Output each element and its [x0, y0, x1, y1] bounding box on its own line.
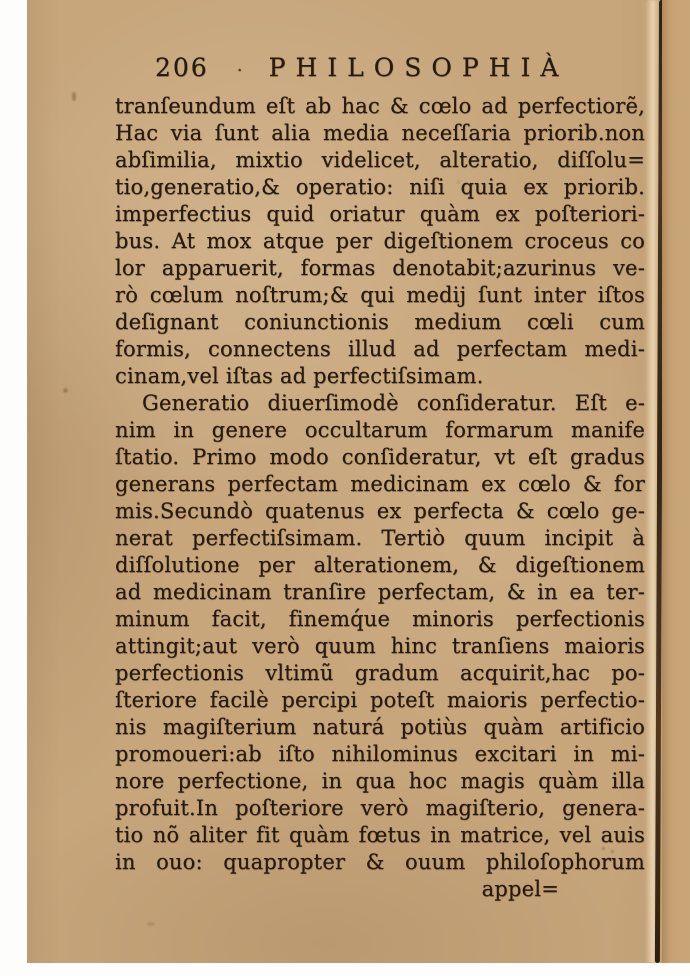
paper-blemish: [63, 388, 68, 393]
header-separator-dot: ·: [236, 60, 243, 81]
text-line: Hac via ſunt alia media neceſſaria priorib.non: [115, 121, 645, 145]
text-line: formis, connectens illud ad perfectam medi-: [115, 337, 645, 361]
paper-blemish: [147, 922, 155, 926]
text-line: minum facit, finemq́ue minoris perfectionis: [115, 607, 645, 631]
text-line: nim in genere occultarum formarum manife: [115, 418, 645, 442]
text-line: tranſeundum eſt ab hac & cœlo ad perfectiorẽ,: [115, 94, 645, 118]
text-line: profuit.In poſteriore verò magiſterio, genera-: [115, 796, 645, 820]
catchword-row: [115, 876, 645, 903]
text-line: bus. At mox atque per digeſtionem croceus co: [115, 229, 645, 253]
text-line: rò cœlum noſtrum;& qui medij ſunt inter iſtos: [115, 283, 645, 307]
text-line: attingit;aut verò quum hinc tranſiens maioris: [115, 634, 645, 658]
text-line: nis magiſterium naturá potiùs quàm artificio: [115, 715, 645, 739]
body-lines: [115, 93, 645, 876]
text-line: tio,generatio,& operatio: niſi quia ex priorib.: [115, 175, 645, 199]
catchword: appel=: [481, 877, 559, 901]
text-line: ſteriore facilè percipi poteſt maioris perfectio-: [115, 688, 645, 712]
text-line: deſignant coniunctionis medium cœli cum: [115, 310, 645, 334]
text-line: perfectionis vltimũ gradum acquirit,hac po-: [115, 661, 645, 685]
text-line: ſtatio. Primo modo conſideratur, vt eſt gradus: [115, 445, 645, 469]
book-page: [27, 0, 690, 963]
text-block: [115, 54, 645, 903]
text-line: mis.Secundò quatenus ex perfecta & cœlo ge-: [115, 499, 645, 523]
text-line: cinam,vel iſtas ad perfectiſsimam.: [115, 364, 484, 388]
page-number: 206: [155, 53, 209, 82]
text-line: lor apparuerit, formas denotabit;azurinus ve-: [115, 256, 645, 280]
paper-blemish: [72, 92, 76, 101]
text-line: Generatio diuerſimodè conſideratur. Eſt e-: [142, 391, 645, 415]
text-line: diſſolutione per alterationem, & digeſtionem: [115, 553, 645, 577]
text-line: tio nõ aliter fit quàm fœtus in matrice, vel auis: [115, 823, 645, 847]
text-line: promoueri:ab iſto nihilominus excitari in mi-: [115, 742, 645, 766]
page-title: PHILOSOPHIÀ: [268, 53, 569, 82]
text-line: imperfectius quid oriatur quàm ex poſteriori-: [115, 202, 645, 226]
book-block-edge: [662, 0, 690, 963]
text-line: ad medicinam tranſire perfectam, & in ea ter-: [115, 580, 645, 604]
running-header: [115, 54, 645, 84]
text-line: nerat perfectiſsimam. Tertiò quum incipit à: [115, 526, 645, 550]
text-line: in ouo: quapropter & ouum philoſophorum: [115, 850, 645, 874]
text-line: nore perfectione, in qua hoc magis quàm illa: [115, 769, 645, 793]
text-line: generans perfectam medicinam ex cœlo & for: [115, 472, 645, 496]
text-line: abſimilia, mixtio videlicet, alteratio, diſſolu=: [115, 148, 645, 172]
